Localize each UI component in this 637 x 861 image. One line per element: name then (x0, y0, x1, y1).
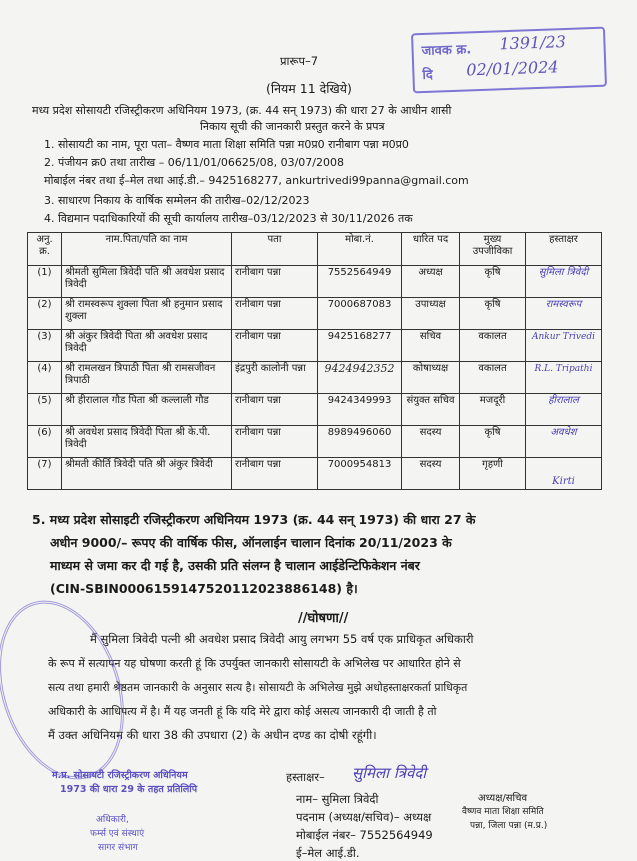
table-row (28, 458, 602, 490)
cell-mobile: 9425168277 (318, 330, 402, 362)
fee-para-line-1: 5. मध्य प्रदेश सोसाइटी रजिस्ट्रीकरण अधिनियम 1973 (क्र. 44 सन् 1973) की धारा 27 के (32, 512, 476, 527)
cell-post: सचिव (402, 330, 460, 362)
cell-address: रानीबाग पन्ना (232, 266, 318, 298)
cell-name: श्रीमती कीर्ति त्रिवेदी पति श्री अंकुर त्रिवेदी (62, 458, 232, 490)
cell-signature: R.L. Tripathi (526, 362, 602, 394)
contact-line: मोबाईल नंबर तथा ई–मेल तथा आई.डी.– 9425168277, ankurtrivedi99panna@gmail.com (44, 174, 469, 187)
cell-serial: (4) (28, 362, 62, 394)
registration-line: 2. पंजीयन क्र0 तथा तारीख – 06/11/01/06625/08, 03/07/2008 (44, 156, 344, 169)
declaration-title: //घोषणा// (298, 611, 349, 626)
cell-occupation: मजदूरी (460, 394, 526, 426)
col-header-post: धारित पद (402, 233, 460, 266)
cell-name: श्री रामलखन त्रिपाठी पिता श्री रामसजीवन त्रिपाठी (62, 362, 232, 394)
rule-reference: (नियम 11 देखिये) (266, 81, 352, 96)
cell-name: श्री हीरालाल गौड पिता श्री कल्लाली गौड (62, 394, 232, 426)
cell-occupation: वकालत (460, 362, 526, 394)
seal-line-2: वैष्णव माता शिक्षा समिति (462, 807, 544, 817)
intro-line-2: निकाय सूची की जानकारी प्रस्तुत करने के प्रपत्र (200, 120, 385, 133)
col-header-serial: अनु. क्र. (28, 233, 62, 266)
cell-post: सदस्य (402, 458, 460, 490)
cell-serial: (7) (28, 458, 62, 490)
copy-stamp-line-2: 1973 की धारा 29 के तहत प्रतिलिपि (60, 784, 198, 795)
inward-stamp (411, 27, 607, 94)
cell-occupation: कृषि (460, 426, 526, 458)
table-row (28, 266, 602, 298)
table-row (28, 394, 602, 426)
signatory-name: नाम– सुमिला त्रिवेदी (296, 792, 379, 806)
cell-mobile: 9424942352 (318, 362, 402, 394)
signature-handwritten: सुमिला त्रिवेदी (352, 764, 427, 782)
declaration-line-3: सत्य तथा हमारी श्रेष्ठतम जानकारी के अनुसार सत्य है। सोसायटी के अभिलेख मुझे अधोहस्ताक्षरकर्ता प्राधिकृत (48, 681, 468, 694)
cell-serial: (2) (28, 298, 62, 330)
cell-signature: रामस्वरूप (526, 298, 602, 330)
meeting-date-line: 3. साधारण निकाय के वार्षिक सम्मेलन की तारीख–02/12/2023 (44, 194, 310, 207)
col-header-name: नाम.पिता/पति का नाम (62, 233, 232, 266)
officer-stamp-line-2: फर्म्स एवं संस्थाएं (90, 829, 145, 839)
cell-serial: (1) (28, 266, 62, 298)
cell-post: उपाध्यक्ष (402, 298, 460, 330)
cell-address: रानीबाग पन्ना (232, 394, 318, 426)
declaration-line-2: के रूप में सत्यापन यह घोषणा करती हूं कि उपर्युक्त जानकारी सोसायटी के अभिलेख पर आधारित होने से (48, 657, 461, 670)
inward-number: 1391/23 (499, 32, 567, 54)
table-row (28, 298, 602, 330)
fee-para-line-3: माध्यम से जमा कर दी गई है, उसकी प्रति संलग्न है चालान आईडेन्टिफिकेशन नंबर (50, 558, 420, 573)
cell-occupation: गृहणी (460, 458, 526, 490)
signatory-mobile: मोबाईल नंबर– 7552564949 (296, 828, 433, 842)
cell-mobile: 7000687083 (318, 298, 402, 330)
cell-name: श्रीमती सुमिला त्रिवेदी पति श्री अवधेश प्रसाद त्रिवेदी (62, 266, 232, 298)
declaration-line-1: मैं सुमिला त्रिवेदी पत्नी श्री अवधेश प्रसाद त्रिवेदी आयु लगभग 55 वर्ष एक प्राधिकृत अधिकारी (90, 632, 474, 646)
fee-para-line-4: (CIN-SBIN00061591475201120238861​48) है। (50, 581, 358, 596)
officer-stamp-line-3: सागर संभाग (98, 843, 138, 853)
office-bearers-table (27, 232, 602, 490)
cell-mobile: 8989496060 (318, 426, 402, 458)
signatory-designation: पदनाम (अध्यक्ष/सचिव)– अध्यक्ष (296, 810, 432, 824)
intro-line-1: मध्य प्रदेश सोसायटी रजिस्ट्रीकरण अधिनियम 1973, (क्र. 44 सन् 1973) की धारा 27 के आधीन शासी (32, 104, 452, 117)
stamp-date: 02/01/2024 (465, 57, 559, 80)
cell-name: श्री अवधेश प्रसाद त्रिवेदी पिता श्री के.पी. त्रिवेदी (62, 426, 232, 458)
cell-address: रानीबाग पन्ना (232, 298, 318, 330)
table-row (28, 330, 602, 362)
officer-stamp-line-1: अधिकारी, (96, 815, 129, 825)
table-row (28, 362, 602, 394)
cell-address: रानीबाग पन्ना (232, 426, 318, 458)
col-header-mobile: मोबा.नं. (318, 233, 402, 266)
cell-serial: (5) (28, 394, 62, 426)
table-header-row (28, 233, 602, 266)
seal-line-3: पन्ना, जिला पन्ना (म.प्र.) (470, 821, 548, 831)
cell-name: श्री अंकुर त्रिवेदी पिता श्री अवधेश प्रसाद त्रिवेदी (62, 330, 232, 362)
cell-mobile: 7000954813 (318, 458, 402, 490)
cell-occupation: कृषि (460, 298, 526, 330)
fee-para-line-2: अधीन 9000/– रूपए की वार्षिक फीस, ऑनलाईन चालान दिनांक 20/11/2023 के (50, 535, 452, 550)
cell-signature: Ankur Trivedi (526, 330, 602, 362)
col-header-occupation: मुख्य उपजीविका (460, 233, 526, 266)
declaration-line-4: अधिकारी के आधिपत्य में है। मैं यह जनती हूं कि यदि मेरे द्वारा कोई असत्य जानकारी दी जाती है तो (48, 705, 437, 718)
cell-occupation: कृषि (460, 266, 526, 298)
signature-label: हस्ताक्षर– (286, 770, 325, 784)
office-bearers-period-line: 4. विद्यमान पदाधिकारियों की सूची कार्यालय तारीख–03/12/2023 से 30/11/2026 तक (44, 212, 413, 225)
cell-signature: Kirti (526, 458, 602, 490)
cell-post: सदस्य (402, 426, 460, 458)
cell-post: कोषाध्यक्ष (402, 362, 460, 394)
col-header-address: पता (232, 233, 318, 266)
cell-serial: (6) (28, 426, 62, 458)
cell-address: रानीबाग पन्ना (232, 458, 318, 490)
cell-address: इंद्रपुरी कालोनी पन्ना (232, 362, 318, 394)
cell-signature: सुमिला त्रिवेदी (526, 266, 602, 298)
form-number: प्रारूप–7 (280, 54, 319, 68)
society-name-line: 1. सोसायटी का नाम, पूरा पता– वैष्णव माता शिक्षा समिति पन्ना म0प्र0 रानीबाग पन्ना म0प्र0 (44, 138, 409, 151)
cell-signature: हीरालाल (526, 394, 602, 426)
cell-name: श्री रामस्वरूप शुक्ला पिता श्री हनुमान प्रसाद शुक्ला (62, 298, 232, 330)
cell-post: संयुक्त सचिव (402, 394, 460, 426)
cell-occupation: वकालत (460, 330, 526, 362)
cell-serial: (3) (28, 330, 62, 362)
col-header-signature: हस्ताक्षर (526, 233, 602, 266)
inward-label: जावक क्र. (421, 42, 472, 60)
declaration-line-5: मैं उक्त अधिनियम की धारा 38 की उपधारा (2) के अधीन दण्ड का दोषी रहूंगी। (48, 728, 377, 742)
cell-mobile: 7552564949 (318, 266, 402, 298)
signatory-email: ई–मेल आई.डी. (296, 846, 360, 860)
cell-post: अध्यक्ष (402, 266, 460, 298)
cell-mobile: 9424349993 (318, 394, 402, 426)
seal-line-1: अध्यक्ष/सचिव (478, 793, 527, 804)
date-label: दि (422, 67, 434, 84)
copy-stamp-line-1: म.प्र. सोसायटी रजिस्ट्रीकरण अधिनियम (52, 770, 188, 781)
cell-signature: अवधेश (526, 426, 602, 458)
cell-address: रानीबाग पन्ना (232, 330, 318, 362)
table-row (28, 426, 602, 458)
